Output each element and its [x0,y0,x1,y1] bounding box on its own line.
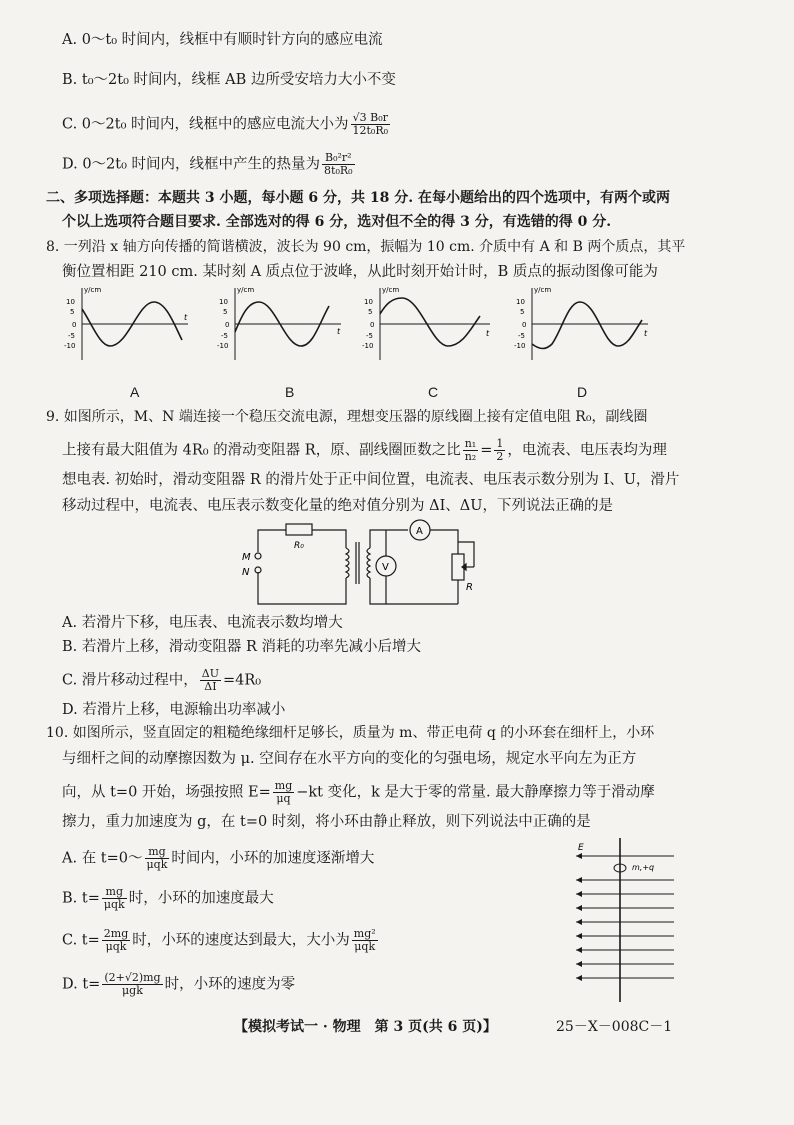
fraction-numerator: mg [102,886,127,899]
wave-curve [532,302,642,349]
tick-label: 5 [223,308,228,316]
q10-stem-line4: 擦力，重力加速度为 g，在 t=0 时刻，将小环由静止释放，则下列说法中正确的是 [62,814,591,830]
q7-option-b: B. t₀～2t₀ 时间内，线框 AB 边所受安培力大小不变 [62,72,396,88]
axis-t-label: t [337,327,341,336]
tick-label: -10 [64,342,76,350]
tick-label: -10 [514,342,526,350]
q10-stem-line3 [62,780,655,805]
label-m: M [242,552,251,563]
q10-option-a-fraction [145,846,170,871]
q8-label-d: D [577,384,588,400]
fraction-numerator: ΔU [201,667,220,680]
graph-axes [235,288,341,360]
q9-option-c [62,668,261,693]
fraction-denominator: μq [276,792,291,805]
fraction-denominator: μqk [146,858,168,871]
q10-field-fraction [273,780,294,805]
q10-field-figure [570,836,680,1006]
q10-option-b [62,886,274,911]
wave-curve [380,298,480,346]
axis-t-label: t [184,313,188,322]
q9-stem-line2 [62,438,667,463]
q10-stem-line1: 10. 如图所示，竖直固定的粗糙绝缘细杆足够长，质量为 m、带正电荷 q 的小环套在细杆上，小环 [46,725,655,741]
axis-t-label: t [644,329,648,338]
q10-stem-line3-end: −kt 变化，k 是大于零的常量. 最大静摩擦力等于滑动摩 [296,784,655,801]
q10-option-a-end: 时间内，小环的加速度逐渐增大 [171,850,375,867]
ammeter-label: A [416,526,423,537]
fraction-numerator: mg² [353,927,376,940]
q9-circuit-diagram [228,518,498,610]
q10-option-d [62,972,295,997]
ring-label: m,+q [632,863,655,872]
axis-y-label: y/cm [534,286,552,294]
fraction-denominator: n₂ [464,450,477,463]
resistor-r0 [286,524,312,535]
tick-label: 10 [516,298,525,306]
wire [430,530,458,554]
q9-stem-line2-text: 上接有最大阻值为 4R₀ 的滑动变阻器 R，原、副线圈匝数之比 [62,442,461,459]
q7-option-a: A. 0～t₀ 时间内，线框中有顺时针方向的感应电流 [62,32,383,48]
tick-label: -5 [518,332,525,340]
section2-heading-line1: 二、多项选择题：本题共 3 小题，每小题 6 分，共 18 分. 在每小题给出的四个选项中，有两个或两 [46,190,670,206]
q8-graph-a [62,284,192,364]
axis-y-label: y/cm [382,286,400,294]
fraction-denominator: μqk [105,940,127,953]
q10-option-d-text: D. t= [62,976,101,993]
q10-option-c-speed-fraction [352,928,378,953]
q10-option-b-text: B. t= [62,890,100,907]
section2-heading-line2: 个以上选项符合题目要求. 全部选对的得 6 分，选对但不全的得 3 分，有选错的得 0 分. [62,214,612,230]
terminal-m [255,553,261,559]
q10-stem-line3-text: 向，从 t=0 开始，场强按照 E= [62,784,271,801]
tick-label: 0 [72,321,77,329]
q9-option-c-end: =4R₀ [223,672,262,689]
q9-turns-ratio [463,438,479,463]
q8-label-a: A [130,384,140,400]
fraction-denominator: μqk [103,898,125,911]
voltmeter-label: V [382,562,389,573]
q10-stem-line2: 与细杆之间的动摩擦因数为 μ. 空间存在水平方向的变化的匀强电场，规定水平向左为正方 [62,751,637,767]
fraction-numerator: B₀²r² [322,152,355,165]
fraction-numerator: √3 B₀r [351,112,391,125]
equals-sign: = [480,442,493,459]
q10-option-c-mid: 时，小环的速度达到最大，大小为 [132,932,350,949]
q10-option-b-fraction [102,886,127,911]
wire [312,530,346,548]
q9-option-b: B. 若滑片上移，滑动变阻器 R 消耗的功率先减小后增大 [62,639,422,655]
label-n: N [242,567,250,578]
wire [370,578,458,604]
fraction-denominator: 12t₀R₀ [352,124,389,137]
footer-title: 【模拟考试一 · 物理 第 3 页(共 6 页)】 [234,1019,497,1035]
fraction-numerator: mg [274,779,293,792]
q7-option-d-fraction [322,152,355,177]
q10-option-d-end: 时，小环的速度为零 [164,976,296,993]
tick-label: -10 [362,342,374,350]
axis-y-label: y/cm [237,286,255,294]
q7-option-c-text: C. 0～2t₀ 时间内，线框中的感应电流大小为 [62,116,349,133]
q8-graph-d [512,284,652,364]
tick-label: 0 [370,321,375,329]
fraction-numerator: (2+√2)mg [104,971,161,984]
q10-option-c [62,928,380,953]
q8-stem-line1: 8. 一列沿 x 轴方向传播的简谐横波，波长为 90 cm，振幅为 10 cm. 介质中有 A 和 B 两个质点，其平 [46,239,686,255]
footer-code: 25－X－008C－1 [556,1019,673,1035]
q7-option-d-text: D. 0～2t₀ 时间内，线框中产生的热量为 [62,156,321,173]
wire [370,530,408,548]
tick-label: 5 [520,308,525,316]
tick-label: -10 [217,342,229,350]
fraction-numerator: mg [145,846,170,859]
fraction-denominator: μgk [122,984,143,997]
q9-option-c-text: C. 滑片移动过程中， [62,672,198,689]
q7-option-c-fraction [351,112,391,137]
fraction-numerator: 2mg [103,927,129,940]
fraction-denominator: ΔI [204,680,217,693]
tick-label: -5 [366,332,373,340]
tick-label: 5 [368,308,373,316]
q8-graph-c [360,284,495,364]
tick-label: -5 [68,332,75,340]
tick-label: -5 [221,332,228,340]
field-label: E [578,843,584,853]
axis-y-label: y/cm [84,286,102,294]
q9-stem-line3: 想电表. 初始时，滑动变阻器 R 的滑片处于正中间位置，电流表、电压表示数分别为 I、U，滑片 [62,472,680,488]
q10-option-a [62,846,374,871]
tick-label: 10 [364,298,373,306]
field-arrowheads [576,853,582,981]
tick-label: 10 [66,298,75,306]
graph-axes [82,288,188,360]
q8-stem-line2: 衡位置相距 210 cm. 某时刻 A 质点位于波峰，从此时刻开始计时，B 质点的振动图像可能为 [62,264,658,280]
secondary-coil [367,548,370,578]
q10-option-c-text: C. t= [62,932,100,949]
q9-stem-line1: 9. 如图所示，M、N 端连接一个稳压交流电源，理想变压器的原线圈上接有定值电阻 R₀，副线圈 [46,409,648,425]
slider-arrow [462,564,466,570]
q9-ratio-value [494,438,505,463]
fraction-denominator: μqk [354,940,376,953]
q10-option-d-fraction [102,972,162,997]
tick-label: 5 [70,308,75,316]
primary-coil [346,548,349,578]
q10-option-b-end: 时，小环的加速度最大 [128,890,274,907]
wire [258,530,286,552]
wire [258,572,346,604]
q9-option-a: A. 若滑片下移，电压表、电流表示数均增大 [62,615,343,631]
q9-stem-line4: 移动过程中，电流表、电压表示数变化量的绝对值分别为 ΔI、ΔU，下列说法正确的是 [62,498,613,514]
q10-option-c-fraction [102,928,130,953]
q8-label-b: B [285,384,295,400]
q7-option-d [62,152,357,177]
fraction-denominator: 2 [496,450,504,463]
fraction-denominator: 8t₀R₀ [324,164,353,177]
q7-option-c [62,112,392,137]
q10-option-a-text: A. 在 t=0～ [62,850,143,867]
fraction-numerator: n₁ [464,437,477,450]
q9-stem-line2-end: ，电流表、电压表均为理 [507,442,667,459]
graph-axes [532,288,648,360]
q9-option-d: D. 若滑片上移，电源输出功率减小 [62,702,286,718]
q9-option-c-fraction [200,668,221,693]
tick-label: 10 [219,298,228,306]
q8-graph-b [215,284,345,364]
label-r0: R₀ [294,541,304,551]
tick-label: 0 [225,321,230,329]
tick-label: 0 [522,321,527,329]
axis-t-label: t [486,329,490,338]
fraction-numerator: 1 [496,437,504,450]
q8-label-c: C [428,384,439,400]
label-r: R [466,582,473,593]
